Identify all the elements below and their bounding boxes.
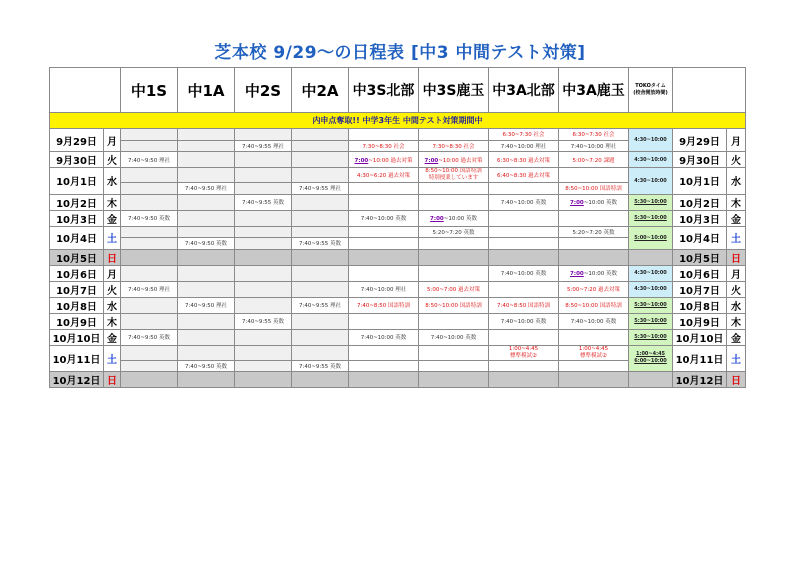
toko-time-text: 4:30~10:00 [634, 270, 667, 276]
class-slot [349, 129, 419, 141]
class-slot [235, 360, 292, 372]
schedule-row [50, 297, 746, 313]
class-slot: 7:00~10:00 過去対策 [349, 152, 419, 168]
class-slot [178, 313, 235, 329]
class-slot: 7:00~10:00 英数 [559, 265, 629, 281]
empty-cell [419, 249, 489, 265]
class-slot [292, 226, 349, 238]
class-slot [489, 238, 559, 250]
class-slot [235, 265, 292, 281]
toko-time-cell [629, 210, 673, 226]
class-slot [121, 129, 178, 141]
class-slot [489, 281, 559, 297]
toko-time-text: 5:00~10:00 [634, 234, 667, 241]
weekday-cell: 月 [104, 129, 121, 152]
class-slot [419, 345, 489, 360]
schedule-table [49, 67, 746, 388]
empty-cell [629, 372, 673, 388]
toko-time-cell [629, 297, 673, 313]
class-slot: 6:40~8:30 過去対策 [489, 168, 559, 183]
empty-cell [419, 372, 489, 388]
empty-cell [292, 372, 349, 388]
empty-cell [349, 249, 419, 265]
weekday-cell: 火 [104, 281, 121, 297]
weekday-cell: 金 [104, 210, 121, 226]
class-slot: 8:50~10:00 国語特訓 [559, 183, 629, 195]
class-slot [419, 129, 489, 141]
class-slot [178, 210, 235, 226]
date-cell: 10月6日 [50, 265, 104, 281]
class-slot [121, 265, 178, 281]
header-class: 中2A [292, 68, 349, 113]
class-slot [559, 360, 629, 372]
start-time-highlight: 7:00 [570, 271, 584, 277]
date-cell: 10月12日 [50, 372, 104, 388]
toko-time-cell [629, 265, 673, 281]
class-slot [419, 183, 489, 195]
toko-time-cell [629, 129, 673, 152]
class-slot [292, 168, 349, 183]
weekday-cell: 金 [104, 329, 121, 345]
class-slot [349, 183, 419, 195]
class-slot: 5:20~7:20 英数 [559, 226, 629, 238]
class-slot: 7:40~10:00 英数 [489, 194, 559, 210]
date-cell: 10月2日 [50, 194, 104, 210]
schedule-row [50, 226, 746, 238]
weekday-cell-right: 火 [727, 152, 746, 168]
holiday-row [50, 249, 746, 265]
empty-cell [559, 372, 629, 388]
class-slot [559, 238, 629, 250]
class-slot [292, 281, 349, 297]
date-cell-right: 10月3日 [673, 210, 727, 226]
class-slot: 7:40~10:00 理社 [559, 140, 629, 152]
empty-cell [235, 372, 292, 388]
page-title: 芝本校 9/29～の日程表 [中3 中間テスト対策] [214, 43, 586, 63]
date-cell: 10月11日 [50, 345, 104, 372]
header-class: 中1S [121, 68, 178, 113]
date-cell-right: 10月2日 [673, 194, 727, 210]
schedule-row [50, 281, 746, 297]
class-slot: 8:50~10:00 国語特訓 特別授業しています [419, 168, 489, 183]
class-slot [559, 168, 629, 183]
toko-time-cell [629, 281, 673, 297]
class-slot [121, 140, 178, 152]
header-blank [50, 68, 121, 113]
class-slot: 7:40~8:50 国語特訓 [349, 297, 419, 313]
class-slot: 7:40~10:00 理社 [349, 281, 419, 297]
toko-time-text: 5:30~10:00 [634, 215, 667, 221]
class-slot [292, 129, 349, 141]
empty-cell [178, 249, 235, 265]
class-slot [121, 313, 178, 329]
class-slot [121, 194, 178, 210]
test-period-banner: 内申点奪取!! 中学3年生 中間テスト対策期間中 [50, 113, 746, 129]
toko-time-cell [629, 313, 673, 329]
class-slot: 7:40~9:55 理社 [235, 140, 292, 152]
start-time-highlight: 7:00 [354, 157, 369, 164]
date-cell: 10月8日 [50, 297, 104, 313]
class-slot: 7:40~9:55 英数 [235, 194, 292, 210]
date-cell: 9月30日 [50, 152, 104, 168]
class-slot [292, 313, 349, 329]
weekday-cell-right: 日 [727, 249, 746, 265]
class-slot: 7:40~9:55 英数 [235, 313, 292, 329]
class-slot [121, 297, 178, 313]
weekday-cell-right: 水 [727, 297, 746, 313]
class-slot: 7:40~9:50 理社 [121, 281, 178, 297]
date-cell: 10月7日 [50, 281, 104, 297]
toko-time-cell [629, 226, 673, 249]
empty-cell [178, 372, 235, 388]
class-slot: 7:00~10:00 英数 [419, 210, 489, 226]
class-slot: 7:40~8:50 国語特訓 [489, 297, 559, 313]
class-slot [349, 226, 419, 238]
date-cell-right: 10月1日 [673, 168, 727, 195]
date-cell-right: 10月4日 [673, 226, 727, 249]
class-slot: 7:40~9:50 理社 [178, 183, 235, 195]
class-slot [178, 281, 235, 297]
class-slot [121, 360, 178, 372]
toko-time-text: 4:30~10:00 [634, 137, 667, 143]
weekday-cell: 水 [104, 297, 121, 313]
class-slot [292, 140, 349, 152]
date-cell-right: 10月9日 [673, 313, 727, 329]
class-slot [121, 226, 178, 238]
class-slot [235, 281, 292, 297]
class-slot [121, 168, 178, 183]
weekday-cell-right: 火 [727, 281, 746, 297]
class-slot: 7:40~9:50 英数 [178, 360, 235, 372]
header-class: 中3S北部 [349, 68, 419, 113]
class-slot [235, 329, 292, 345]
start-time-highlight: 7:00 [424, 157, 439, 164]
schedule-row [50, 345, 746, 360]
toko-time-text: 5:30~10:00 [634, 318, 667, 324]
class-slot: 7:40~9:55 英数 [292, 360, 349, 372]
class-slot [489, 183, 559, 195]
class-slot [178, 194, 235, 210]
class-slot [235, 168, 292, 183]
class-slot [235, 238, 292, 250]
class-slot: 7:40~9:50 理社 [178, 297, 235, 313]
class-slot [292, 329, 349, 345]
class-slot [178, 140, 235, 152]
weekday-cell-right: 水 [727, 168, 746, 195]
date-cell-right: 10月6日 [673, 265, 727, 281]
toko-time-cell [629, 168, 673, 195]
empty-cell [489, 249, 559, 265]
class-slot [559, 329, 629, 345]
class-slot [235, 226, 292, 238]
weekday-cell-right: 木 [727, 194, 746, 210]
weekday-cell: 土 [104, 345, 121, 372]
date-cell-right: 10月8日 [673, 297, 727, 313]
weekday-cell: 月 [104, 265, 121, 281]
toko-time-text: 1:00~4:45 6:00~10:00 [634, 351, 667, 365]
class-slot: 7:40~9:55 理社 [292, 183, 349, 195]
schedule-row [50, 210, 746, 226]
class-slot: 7:40~10:00 英数 [349, 329, 419, 345]
class-slot: 7:40~10:00 理社 [489, 140, 559, 152]
class-slot: 1:00~4:45 標準模試② [559, 345, 629, 360]
class-slot [349, 194, 419, 210]
toko-time-text: 5:30~10:00 [634, 199, 667, 205]
class-slot [292, 210, 349, 226]
date-cell: 10月10日 [50, 329, 104, 345]
class-slot [489, 226, 559, 238]
start-time-highlight: 7:00 [430, 216, 444, 222]
empty-cell [292, 249, 349, 265]
class-slot [349, 360, 419, 372]
class-slot: 7:40~10:00 英数 [489, 313, 559, 329]
weekday-cell: 木 [104, 313, 121, 329]
class-slot [349, 313, 419, 329]
weekday-cell: 木 [104, 194, 121, 210]
empty-cell [349, 372, 419, 388]
class-slot [292, 265, 349, 281]
header-class: 中2S [235, 68, 292, 113]
class-slot: 5:00~7:00 過去対策 [419, 281, 489, 297]
class-slot: 7:30~8:30 社会 [349, 140, 419, 152]
class-slot [121, 238, 178, 250]
class-slot [178, 129, 235, 141]
date-cell: 10月4日 [50, 226, 104, 249]
date-cell-right: 10月7日 [673, 281, 727, 297]
class-slot [235, 129, 292, 141]
header-class: 中3S鹿玉 [419, 68, 489, 113]
toko-time-text: 4:30~10:00 [634, 177, 667, 184]
date-cell-right: 9月30日 [673, 152, 727, 168]
date-cell-right: 10月5日 [673, 249, 727, 265]
weekday-cell-right: 月 [727, 265, 746, 281]
class-slot [235, 297, 292, 313]
class-slot: 7:40~9:50 英数 [121, 210, 178, 226]
toko-time-text: 5:30~10:00 [634, 302, 667, 308]
class-slot: 7:00~10:00 過去対策 [419, 152, 489, 168]
weekday-cell: 土 [104, 226, 121, 249]
weekday-cell: 日 [104, 372, 121, 388]
schedule-row [50, 152, 746, 168]
class-slot: 5:20~7:20 英数 [419, 226, 489, 238]
class-slot: 5:00~7:20 課題 [559, 152, 629, 168]
class-slot [121, 183, 178, 195]
class-slot [419, 194, 489, 210]
class-slot [292, 194, 349, 210]
weekday-cell: 火 [104, 152, 121, 168]
class-slot: 8:50~10:00 国語特訓 [559, 297, 629, 313]
header-row [50, 68, 746, 113]
date-cell: 10月9日 [50, 313, 104, 329]
schedule-row [50, 265, 746, 281]
class-slot: 6:30~8:30 過去対策 [489, 152, 559, 168]
weekday-cell: 水 [104, 168, 121, 195]
class-slot [178, 345, 235, 360]
class-slot [235, 152, 292, 168]
class-slot: 7:40~9:50 理社 [121, 152, 178, 168]
empty-cell [629, 249, 673, 265]
header-toko-time: TOKOタイム (校舎開放時間) [629, 68, 673, 113]
class-slot [349, 345, 419, 360]
class-slot [178, 265, 235, 281]
toko-time-text: 4:30~10:00 [634, 286, 667, 292]
start-time-highlight: 7:00 [570, 200, 584, 206]
class-slot: 1:00~4:45 標準模試② [489, 345, 559, 360]
class-slot [349, 238, 419, 250]
holiday-row [50, 372, 746, 388]
date-cell: 10月1日 [50, 168, 104, 195]
class-slot: 4:30~6:20 過去対策 [349, 168, 419, 183]
toko-time-text: 5:30~10:00 [634, 334, 667, 340]
weekday-cell-right: 日 [727, 372, 746, 388]
date-cell: 10月5日 [50, 249, 104, 265]
class-slot: 7:00~10:00 英数 [559, 194, 629, 210]
class-slot [235, 210, 292, 226]
class-slot [292, 152, 349, 168]
class-slot: 7:40~10:00 英数 [489, 265, 559, 281]
date-cell-right: 10月12日 [673, 372, 727, 388]
date-cell: 10月3日 [50, 210, 104, 226]
weekday-cell-right: 土 [727, 226, 746, 249]
date-cell-right: 9月29日 [673, 129, 727, 152]
class-slot: 7:40~10:00 英数 [559, 313, 629, 329]
class-slot [349, 265, 419, 281]
class-slot [419, 360, 489, 372]
class-slot: 7:40~9:50 英数 [178, 238, 235, 250]
toko-time-cell [629, 345, 673, 372]
header-blank-right [673, 68, 746, 113]
class-slot: 7:30~8:30 社会 [419, 140, 489, 152]
class-slot [178, 152, 235, 168]
empty-cell [489, 372, 559, 388]
toko-time-cell [629, 329, 673, 345]
weekday-cell-right: 木 [727, 313, 746, 329]
class-slot [235, 183, 292, 195]
class-slot [178, 226, 235, 238]
class-slot [235, 345, 292, 360]
date-cell-right: 10月10日 [673, 329, 727, 345]
weekday-cell-right: 金 [727, 329, 746, 345]
empty-cell [121, 249, 178, 265]
class-slot [419, 313, 489, 329]
schedule-row [50, 129, 746, 141]
class-slot [419, 238, 489, 250]
weekday-cell-right: 月 [727, 129, 746, 152]
header-class: 中1A [178, 68, 235, 113]
empty-cell [121, 372, 178, 388]
class-slot [489, 329, 559, 345]
toko-time-text: 4:30~10:00 [634, 156, 667, 163]
toko-time-cell [629, 152, 673, 168]
class-slot: 8:50~10:00 国語特訓 [419, 297, 489, 313]
class-slot [178, 168, 235, 183]
toko-time-cell [629, 194, 673, 210]
class-slot: 7:40~10:00 英数 [419, 329, 489, 345]
class-slot: 7:40~9:55 英数 [292, 238, 349, 250]
class-slot: 6:30~7:30 社会 [489, 129, 559, 141]
schedule-row [50, 168, 746, 183]
date-cell-right: 10月11日 [673, 345, 727, 372]
schedule-row [50, 313, 746, 329]
class-slot: 7:40~9:50 英数 [121, 329, 178, 345]
header-class: 中3A北部 [489, 68, 559, 113]
class-slot: 6:30~7:30 社会 [559, 129, 629, 141]
class-slot: 7:40~10:00 英数 [349, 210, 419, 226]
class-slot [489, 360, 559, 372]
date-cell: 9月29日 [50, 129, 104, 152]
class-slot [121, 345, 178, 360]
schedule-row [50, 194, 746, 210]
class-slot [489, 210, 559, 226]
schedule-row [50, 329, 746, 345]
weekday-cell-right: 土 [727, 345, 746, 372]
weekday-cell-right: 金 [727, 210, 746, 226]
class-slot [178, 329, 235, 345]
class-slot [419, 265, 489, 281]
class-slot [292, 345, 349, 360]
class-slot: 5:00~7:20 過去対策 [559, 281, 629, 297]
weekday-cell: 日 [104, 249, 121, 265]
empty-cell [235, 249, 292, 265]
class-slot [559, 210, 629, 226]
header-class: 中3A鹿玉 [559, 68, 629, 113]
class-slot: 7:40~9:55 理社 [292, 297, 349, 313]
empty-cell [559, 249, 629, 265]
